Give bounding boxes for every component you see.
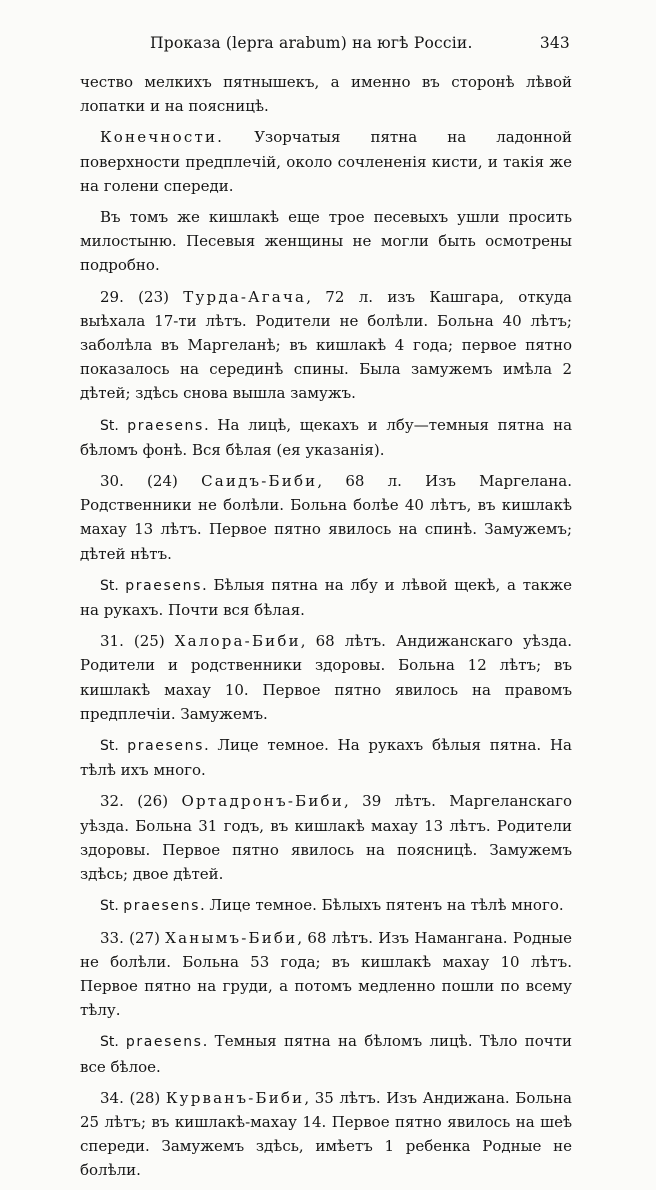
status-abbrev: St. bbox=[100, 417, 128, 434]
status-abbrev: St. bbox=[100, 898, 124, 915]
text-run: чество мелкихъ пятнышекъ, а именно въ сторонѣ лѣвой лопатки и на поясницѣ. bbox=[80, 73, 572, 116]
case-number: 31. (25) bbox=[100, 632, 175, 651]
text-run: Узорчатыя пятна на ладонной поверхности предплечій, около сочлененія кисти, и такія же на голени спереди. bbox=[80, 128, 572, 195]
text-run: . Лице темное. Бѣлыхъ пятенъ на тѣлѣ много. bbox=[200, 896, 564, 915]
status-word: praesens bbox=[127, 738, 204, 755]
text-run: Въ томъ же кишлакѣ еще трое песевыхъ ушли просить милостыню. Песевыя женщины не могли быть осмотрены подробно. bbox=[80, 208, 572, 275]
status-abbrev: St. bbox=[100, 738, 128, 755]
case-entry bbox=[80, 285, 572, 406]
status-word: praesens bbox=[127, 417, 204, 434]
patient-name: Курванъ-Биби bbox=[165, 1088, 305, 1107]
patient-name: Ханымъ-Биби bbox=[165, 928, 298, 947]
header-title: Проказа (lepra arabum) на югѣ Россіи. bbox=[150, 34, 473, 52]
case-number: 34. (28) bbox=[100, 1088, 166, 1107]
text-run: , 72 л. изъ Кашгара, откуда выѣхала 17-ти лѣтъ. Родители не болѣли. Больна 40 лѣтъ; заболѣла въ Маргеланѣ; въ кишлакѣ 4 года; первое пятно показалось на серединѣ спины. Была замужемъ имѣла 2 дѣтей; здѣсь снова вышла замужъ. bbox=[80, 287, 572, 403]
paragraph bbox=[80, 70, 572, 118]
text-run: . Темныя пятна на бѣломъ лицѣ. Тѣло почти все бѣлое. bbox=[80, 1032, 572, 1076]
case-entry bbox=[80, 629, 572, 726]
text-run: , 39 лѣтъ. Маргеланскаго уѣзда. Больна 31 годъ, въ кишлакѣ махау 13 лѣтъ. Родители здоровы. Первое пятно явилось на поясницѣ. Замужемъ здѣсь; двое дѣтей. bbox=[80, 792, 572, 884]
status-praesens bbox=[80, 733, 572, 782]
status-word: praesens bbox=[125, 1034, 203, 1051]
patient-name: Саидъ-Биби bbox=[201, 472, 318, 491]
status-word: praesens bbox=[125, 577, 202, 594]
status-abbrev: St. bbox=[100, 577, 126, 594]
case-number: 32. (26) bbox=[100, 792, 182, 811]
case-entry bbox=[80, 1086, 572, 1183]
case-entry bbox=[80, 789, 572, 886]
body-text bbox=[80, 70, 572, 1190]
section-heading: Конечности. bbox=[100, 128, 225, 147]
running-header bbox=[78, 28, 570, 58]
text-run: , 68 л. Изъ Маргелана. Родственники не болѣли. Больна болѣе 40 лѣтъ, въ кишлакѣ махау 13 лѣтъ. Первое пятно явилось на спинѣ. Замужемъ; дѣтей нѣтъ. bbox=[80, 472, 572, 563]
case-number: 30. (24) bbox=[100, 472, 202, 491]
text-run: , 68 лѣтъ. Андижанскаго уѣзда. Родители и родственники здоровы. Больна 12 лѣтъ; въ кишлакѣ махау 10. Первое пятно явилось на правомъ предплечіи. Замужемъ. bbox=[80, 632, 572, 723]
text-run: , 68 лѣтъ. Изъ Намангана. Родные не болѣли. Больна 53 года; въ кишлакѣ махау 10 лѣтъ. Первое пятно на груди, а потомъ медленно пошли по всему тѣлу. bbox=[80, 928, 572, 1020]
text-run: . Бѣлыя пятна на лбу и лѣвой щекѣ, а также на рукахъ. Почти вся бѣлая. bbox=[80, 575, 572, 620]
text-run: . Лице темное. На рукахъ бѣлыя пятна. На тѣлѣ ихъ много. bbox=[80, 736, 572, 780]
text-run: . На лицѣ, щекахъ и лбу—темныя пятна на бѣломъ фонѣ. Вся бѣлая (ея указанія). bbox=[80, 415, 573, 459]
status-abbrev: St. bbox=[100, 1034, 126, 1051]
case-number: 29. (23) bbox=[100, 287, 184, 306]
patient-name: Халора-Биби bbox=[174, 632, 301, 651]
status-word: praesens bbox=[123, 898, 200, 915]
patient-name: Ортадронъ-Биби bbox=[181, 792, 344, 811]
status-praesens bbox=[80, 573, 572, 622]
paragraph bbox=[80, 205, 572, 278]
status-praesens bbox=[80, 413, 572, 462]
text-run: , 35 лѣтъ. Изъ Андижана. Больна 25 лѣтъ; въ кишлакѣ-махау 14. Первое пятно явилось на шеѣ спереди. Замужемъ здѣсь, имѣетъ 1 ребенка Родные не болѣли. bbox=[80, 1088, 572, 1180]
status-praesens bbox=[80, 893, 572, 918]
status-praesens bbox=[80, 1029, 572, 1078]
case-entry bbox=[80, 926, 572, 1023]
case-number: 33. (27) bbox=[100, 928, 166, 947]
page-number: 343 bbox=[539, 34, 570, 52]
case-entry bbox=[80, 469, 572, 566]
patient-name: Турда-Агача bbox=[183, 287, 307, 306]
paragraph bbox=[80, 125, 572, 198]
